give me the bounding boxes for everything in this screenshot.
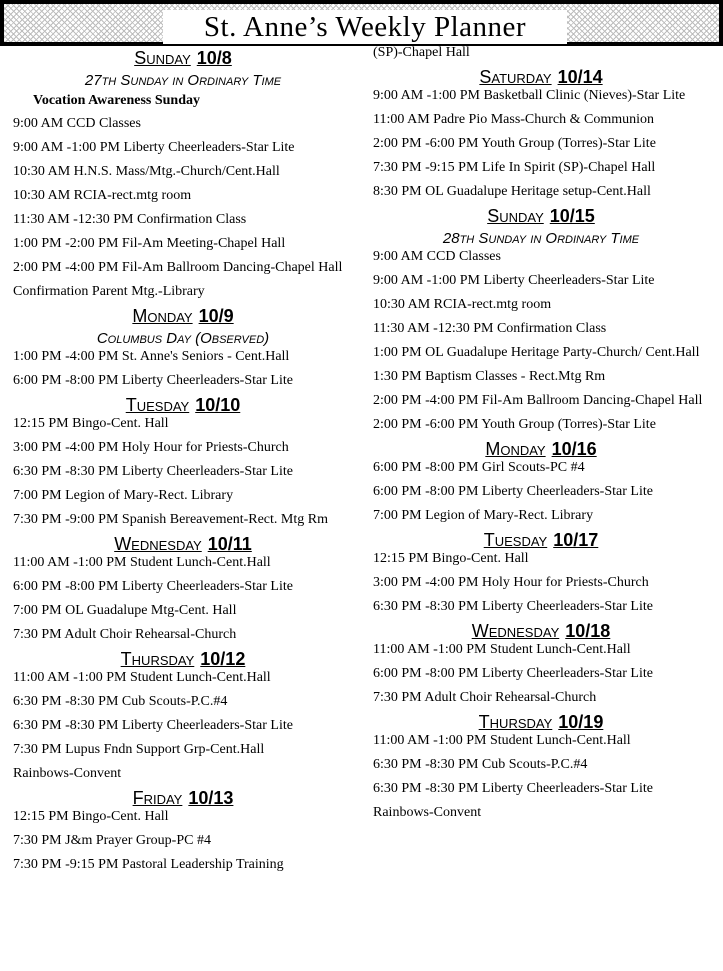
event-item: 6:00 PM -8:00 PM Liberty Cheerleaders-Star Lite: [373, 666, 653, 681]
day-date: 10/14: [557, 67, 603, 87]
day-name: Tuesday: [483, 530, 548, 550]
event-item: 2:00 PM -4:00 PM Fil-Am Ballroom Dancing-Chapel Hall: [373, 393, 703, 408]
event-item: 2:00 PM -4:00 PM Fil-Am Ballroom Dancing-Chapel Hall: [13, 260, 343, 275]
event-item: 6:00 PM -8:00 PM Liberty Cheerleaders-Star Lite: [13, 373, 293, 388]
day-date: 10/11: [207, 534, 252, 554]
event-item: 1:00 PM -2:00 PM Fil-Am Meeting-Chapel Hall: [13, 236, 286, 251]
day-name: Sunday: [487, 206, 544, 226]
day-section: [373, 710, 709, 825]
event-item: 8:30 PM OL Guadalupe Heritage setup-Cent.Hall: [373, 184, 651, 199]
day-name: Tuesday: [125, 395, 190, 415]
event-item: 9:00 AM -1:00 PM Basketball Clinic (Nieves)-Star Lite: [373, 88, 686, 103]
day-heading: [13, 647, 353, 671]
event-item: 6:30 PM -8:30 PM Liberty Cheerleaders-Star Lite: [13, 464, 293, 479]
right-column: [373, 46, 709, 825]
day-heading: [373, 619, 709, 643]
event-item: 6:30 PM -8:30 PM Liberty Cheerleaders-Star Lite: [13, 718, 293, 733]
liturgical-subtitle: 28th Sunday in Ordinary Time: [442, 230, 640, 247]
event-item: 6:00 PM -8:00 PM Liberty Cheerleaders-Star Lite: [373, 484, 653, 499]
day-date: 10/19: [558, 712, 604, 732]
event-item: 11:00 AM -1:00 PM Student Lunch-Cent.Hall: [373, 733, 631, 748]
day-heading: [373, 437, 709, 461]
event-item: 10:30 AM RCIA-rect.mtg room: [373, 297, 552, 312]
event-item: 9:00 AM -1:00 PM Liberty Cheerleaders-Star Lite: [13, 140, 295, 155]
event-item: 7:30 PM -9:15 PM Life In Spirit (SP)-Chapel Hall: [373, 160, 656, 175]
day-heading: [13, 532, 353, 556]
day-date: 10/15: [549, 206, 595, 226]
event-item: 12:15 PM Bingo-Cent. Hall: [373, 551, 529, 566]
day-name: Wednesday: [114, 534, 202, 554]
event-item: 11:00 AM Padre Pio Mass-Church & Communion: [373, 112, 655, 127]
event-item: 11:00 AM -1:00 PM Student Lunch-Cent.Hall: [373, 642, 631, 657]
event-item: Confirmation Parent Mtg.-Library: [13, 284, 205, 299]
day-date: 10/17: [553, 530, 599, 550]
event-item: 7:00 PM OL Guadalupe Mtg-Cent. Hall: [13, 603, 237, 618]
event-item: 11:30 AM -12:30 PM Confirmation Class: [373, 321, 607, 336]
day-section: [373, 65, 709, 204]
day-section: [13, 532, 353, 647]
header-banner: [0, 0, 723, 46]
event-item: 12:15 PM Bingo-Cent. Hall: [13, 809, 169, 824]
day-note: Vocation Awareness Sunday: [33, 93, 201, 108]
day-heading: [13, 46, 353, 70]
day-name: Wednesday: [471, 621, 560, 641]
day-heading: [13, 304, 353, 328]
event-item: Rainbows-Convent: [373, 805, 482, 820]
event-item: 7:00 PM Legion of Mary-Rect. Library: [373, 508, 594, 523]
event-item: 9:00 AM -1:00 PM Liberty Cheerleaders-Star Lite: [373, 273, 655, 288]
day-heading: [373, 65, 709, 89]
day-heading: [373, 710, 709, 734]
event-item: Rainbows-Convent: [13, 766, 122, 781]
event-item: 1:00 PM -4:00 PM St. Anne's Seniors - Cent.Hall: [13, 349, 290, 364]
event-item: 11:00 AM -1:00 PM Student Lunch-Cent.Hall: [13, 670, 271, 685]
event-item: 6:00 PM -8:00 PM Girl Scouts-PC #4: [373, 460, 585, 475]
event-item: 3:00 PM -4:00 PM Holy Hour for Priests-Church: [373, 575, 649, 590]
day-heading: [373, 204, 709, 228]
day-name: Friday: [132, 788, 183, 808]
event-item: 7:30 PM -9:00 PM Spanish Bereavement-Rect. Mtg Rm: [13, 512, 328, 527]
event-item: 3:00 PM -4:00 PM Holy Hour for Priests-Church: [13, 440, 289, 455]
event-item: 7:30 PM J&m Prayer Group-PC #4: [13, 833, 211, 848]
event-continuation: (SP)-Chapel Hall: [373, 45, 470, 60]
day-name: Saturday: [479, 67, 552, 87]
event-item: 6:30 PM -8:30 PM Liberty Cheerleaders-Star Lite: [373, 599, 653, 614]
day-section: [373, 619, 709, 710]
day-section: [13, 647, 353, 786]
day-heading: [373, 528, 709, 552]
day-date: 10/18: [565, 621, 611, 641]
liturgical-subtitle: Columbus Day (Observed): [96, 330, 270, 347]
event-item: 9:00 AM CCD Classes: [373, 249, 501, 264]
day-heading: [13, 393, 353, 417]
event-item: 1:00 PM OL Guadalupe Heritage Party-Church/ Cent.Hall: [373, 345, 700, 360]
event-item: 6:00 PM -8:00 PM Liberty Cheerleaders-Star Lite: [13, 579, 293, 594]
event-item: 7:00 PM Legion of Mary-Rect. Library: [13, 488, 234, 503]
event-item: 7:30 PM Adult Choir Rehearsal-Church: [373, 690, 597, 705]
day-section: [373, 437, 709, 528]
event-item: 2:00 PM -6:00 PM Youth Group (Torres)-Star Lite: [373, 136, 656, 151]
liturgical-subtitle: 27th Sunday in Ordinary Time: [84, 72, 282, 89]
event-item: 10:30 AM RCIA-rect.mtg room: [13, 188, 192, 203]
event-item: 11:30 AM -12:30 PM Confirmation Class: [13, 212, 247, 227]
day-name: Monday: [132, 306, 193, 326]
day-date: 10/9: [198, 306, 234, 326]
left-column: [13, 46, 353, 877]
event-item: 7:30 PM Lupus Fndn Support Grp-Cent.Hall: [13, 742, 265, 757]
event-item: 10:30 AM H.N.S. Mass/Mtg.-Church/Cent.Hall: [13, 164, 280, 179]
event-item: 2:00 PM -6:00 PM Youth Group (Torres)-Star Lite: [373, 417, 656, 432]
day-name: Monday: [485, 439, 546, 459]
day-name: Sunday: [134, 48, 191, 68]
day-section: [13, 393, 353, 532]
event-item: 7:30 PM -9:15 PM Pastoral Leadership Training: [13, 857, 284, 872]
day-name: Thursday: [478, 712, 553, 732]
day-section: [373, 204, 709, 437]
event-item: 12:15 PM Bingo-Cent. Hall: [13, 416, 169, 431]
day-date: 10/12: [200, 649, 246, 669]
day-section: [13, 304, 353, 393]
event-item: 11:00 AM -1:00 PM Student Lunch-Cent.Hall: [13, 555, 271, 570]
title-box: [163, 10, 567, 44]
day-name: Thursday: [120, 649, 195, 669]
page-title: St. Anne’s Weekly Planner: [203, 10, 527, 43]
day-date: 10/16: [551, 439, 597, 459]
day-date: 10/10: [195, 395, 241, 415]
event-item: 6:30 PM -8:30 PM Cub Scouts-P.C.#4: [13, 694, 228, 709]
event-item: 7:30 PM Adult Choir Rehearsal-Church: [13, 627, 237, 642]
day-section: [13, 786, 353, 877]
day-date: 10/8: [196, 48, 232, 68]
event-item: 6:30 PM -8:30 PM Liberty Cheerleaders-Star Lite: [373, 781, 653, 796]
day-date: 10/13: [188, 788, 234, 808]
day-heading: [13, 786, 353, 810]
event-item: 1:30 PM Baptism Classes - Rect.Mtg Rm: [373, 369, 606, 384]
day-section: [13, 46, 353, 304]
event-item: 6:30 PM -8:30 PM Cub Scouts-P.C.#4: [373, 757, 588, 772]
event-item: 9:00 AM CCD Classes: [13, 116, 141, 131]
day-section: [373, 528, 709, 619]
